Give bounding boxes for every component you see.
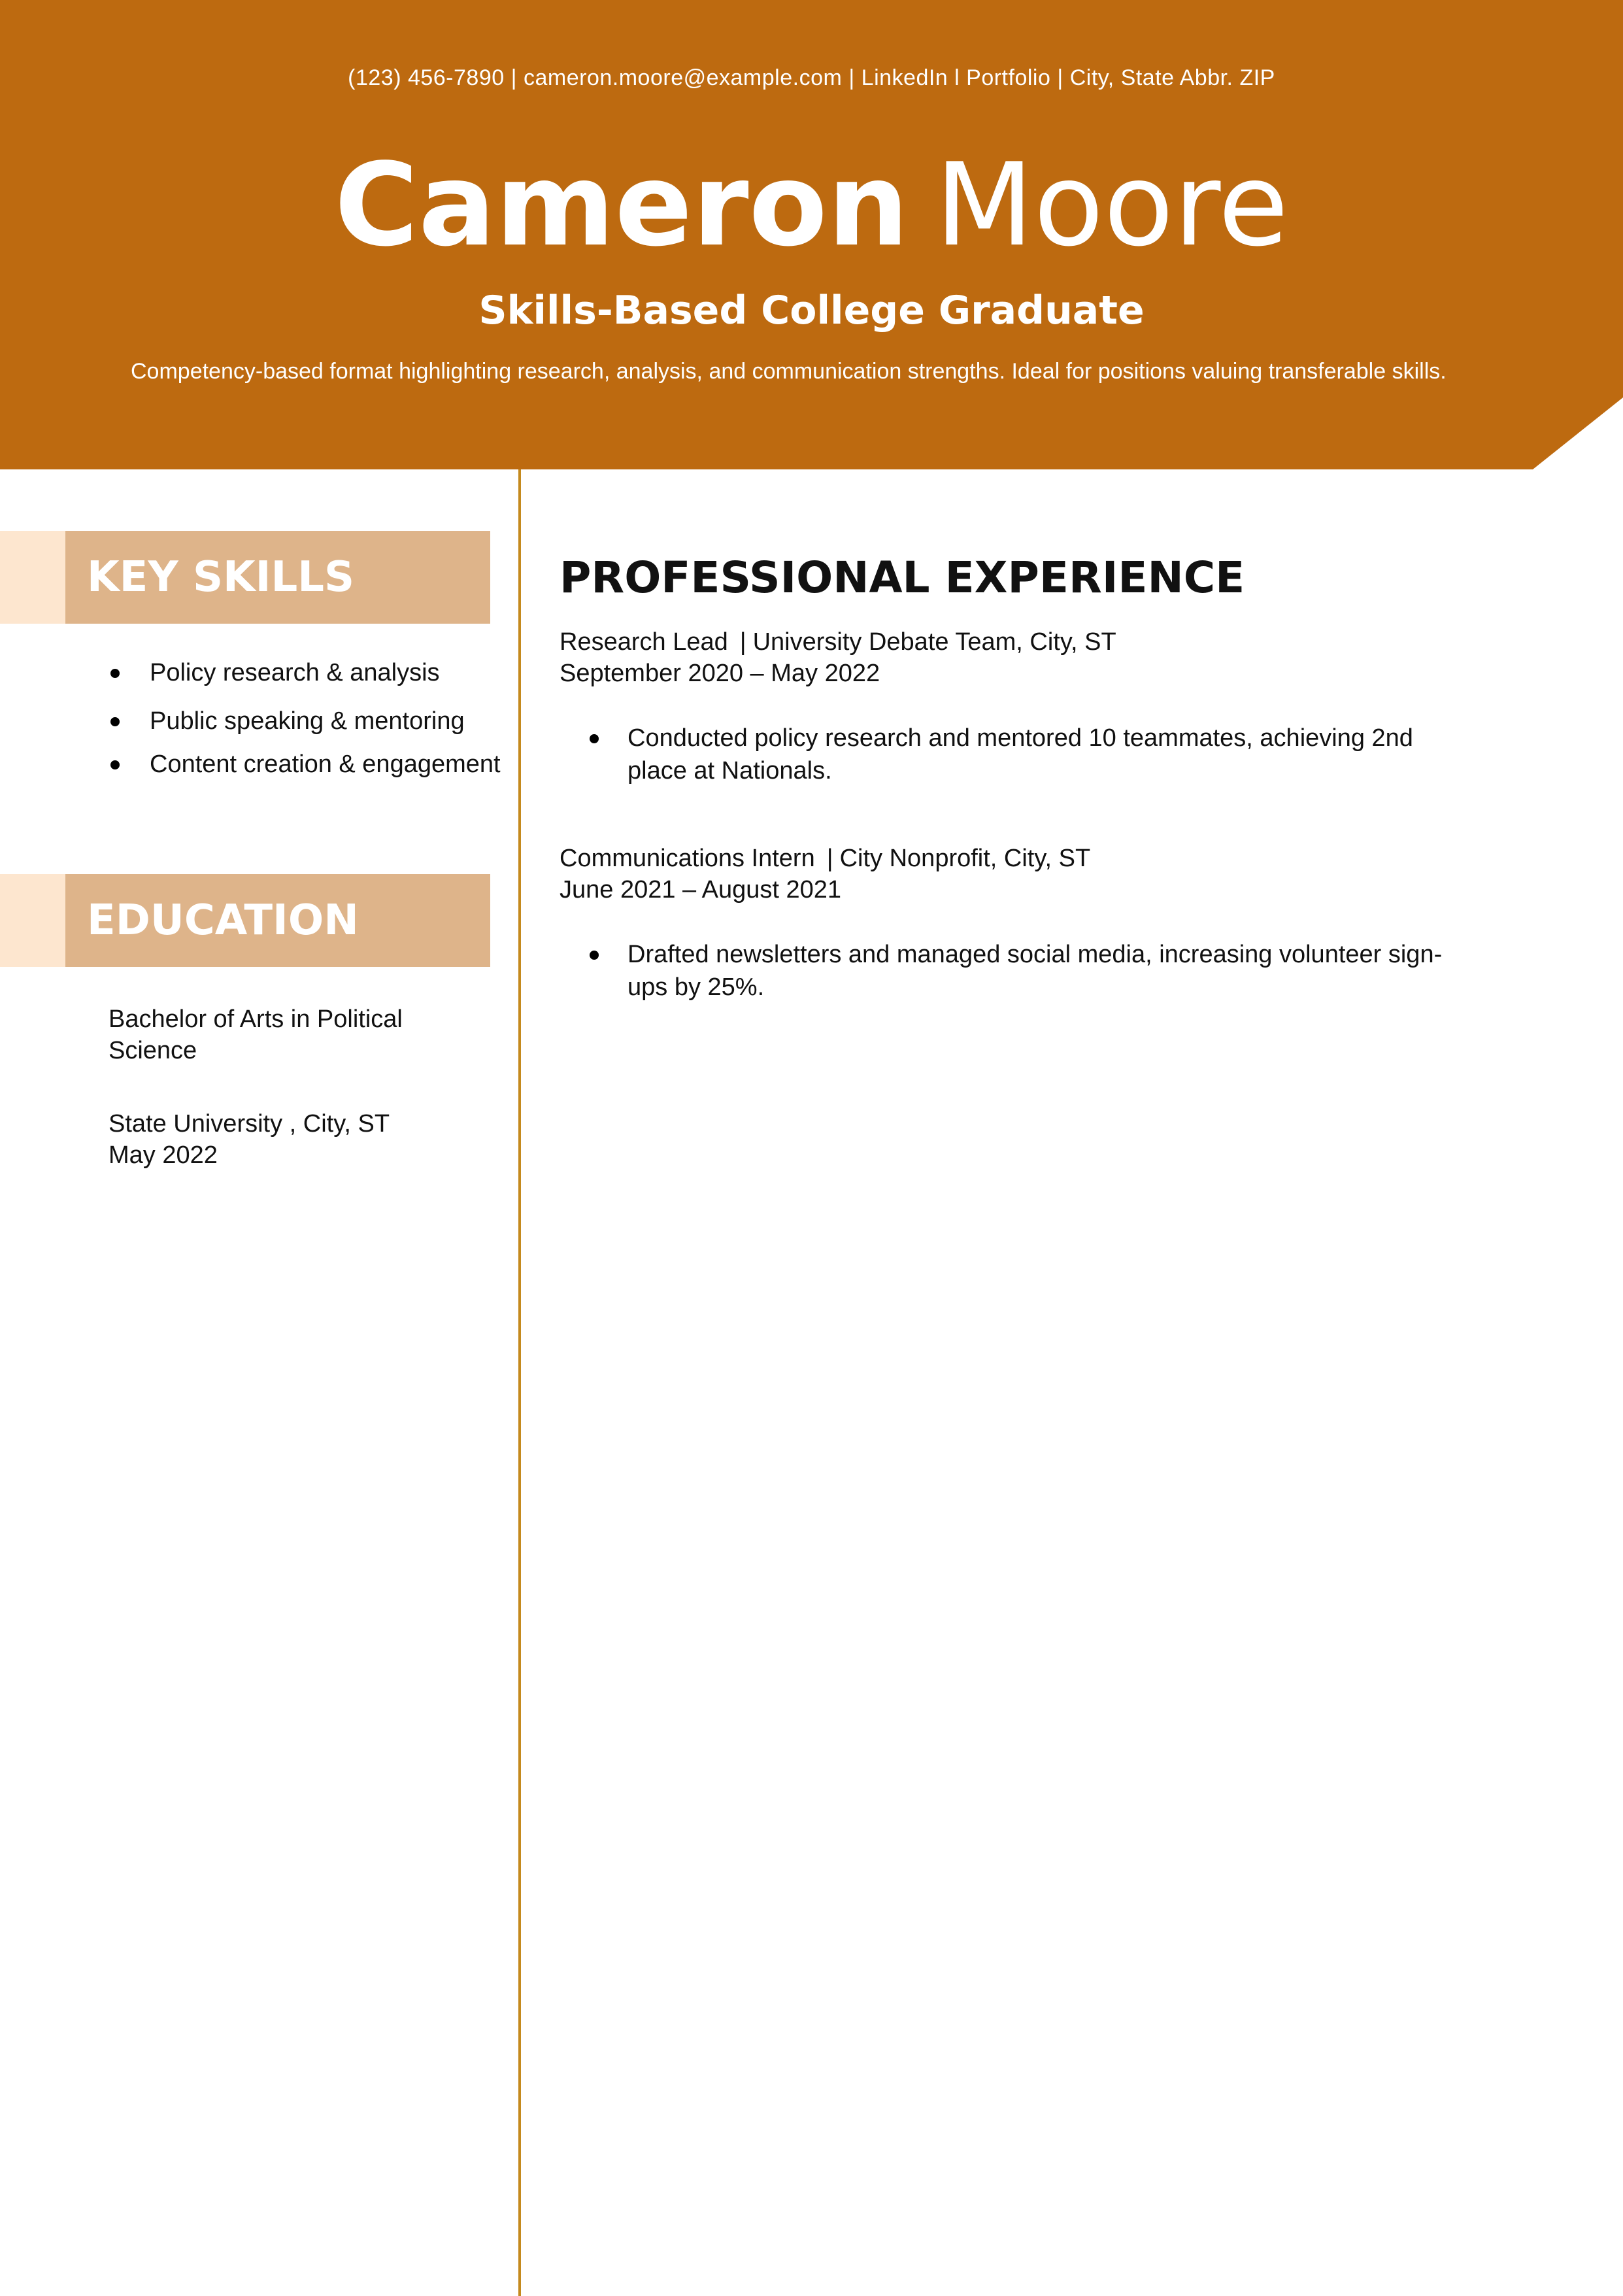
bullet-icon <box>590 951 599 960</box>
job-organization: University Debate Team, City, ST <box>752 628 1116 656</box>
job-dates: September 2020 – May 2022 <box>560 660 880 687</box>
headline: Skills-Based College Graduate <box>478 288 1145 333</box>
job-title-line <box>560 626 1116 658</box>
job-title: Research Lead <box>560 628 728 656</box>
contact-links[interactable]: LinkedIn l Portfolio <box>861 65 1051 90</box>
bullet-icon <box>110 760 120 769</box>
bullet-icon <box>590 734 599 743</box>
bullet-icon <box>110 669 120 678</box>
skill-text: Content creation & engagement <box>150 751 501 778</box>
job-title: Communications Intern <box>560 845 815 872</box>
job-title-line <box>560 843 1090 874</box>
contact-location: City, State Abbr. ZIP <box>1069 65 1275 90</box>
candidate-name <box>0 131 1623 281</box>
contact-email[interactable]: cameron.moore@example.com <box>524 65 843 90</box>
summary: Competency-based format highlighting research, analysis, and communication strengths. Ideal for positions valuing transferable skills. <box>131 359 1447 384</box>
job-dates: June 2021 – August 2021 <box>560 876 842 903</box>
education-heading <box>0 874 490 967</box>
heading-stub <box>0 874 65 967</box>
contact-separator: | <box>848 65 855 90</box>
education-school: State University , City, ST <box>109 1110 390 1138</box>
column-divider <box>518 469 521 2296</box>
first-name: Cameron <box>334 139 909 272</box>
job-separator: | <box>739 628 746 656</box>
heading-stub <box>0 531 65 624</box>
bullet-icon <box>110 717 120 726</box>
job-separator: | <box>826 845 833 872</box>
contact-separator: | <box>510 65 517 90</box>
skill-text: Public speaking & mentoring <box>150 707 465 735</box>
contact-separator: | <box>1057 65 1063 90</box>
job-organization: City Nonprofit, City, ST <box>839 845 1091 872</box>
education-degree: Bachelor of Arts in Political Science <box>109 1005 403 1064</box>
education-date: May 2022 <box>109 1141 218 1169</box>
job-bullet-text: Drafted newsletters and managed social media, increasing volunteer sign-ups by 25%. <box>627 941 1443 1001</box>
key-skills-heading <box>0 531 490 624</box>
last-name: Moore <box>935 139 1289 272</box>
key-skills-label: KEY SKILLS <box>87 553 355 601</box>
job-bullet-text: Conducted policy research and mentored 10 teammates, achieving 2nd place at Nationals. <box>627 724 1413 785</box>
experience-heading: PROFESSIONAL EXPERIENCE <box>560 552 1245 603</box>
header-band <box>0 0 1623 469</box>
education-label: EDUCATION <box>87 896 359 945</box>
contact-phone: (123) 456-7890 <box>348 65 505 90</box>
skill-text: Policy research & analysis <box>150 659 440 686</box>
contact-line <box>0 65 1623 91</box>
